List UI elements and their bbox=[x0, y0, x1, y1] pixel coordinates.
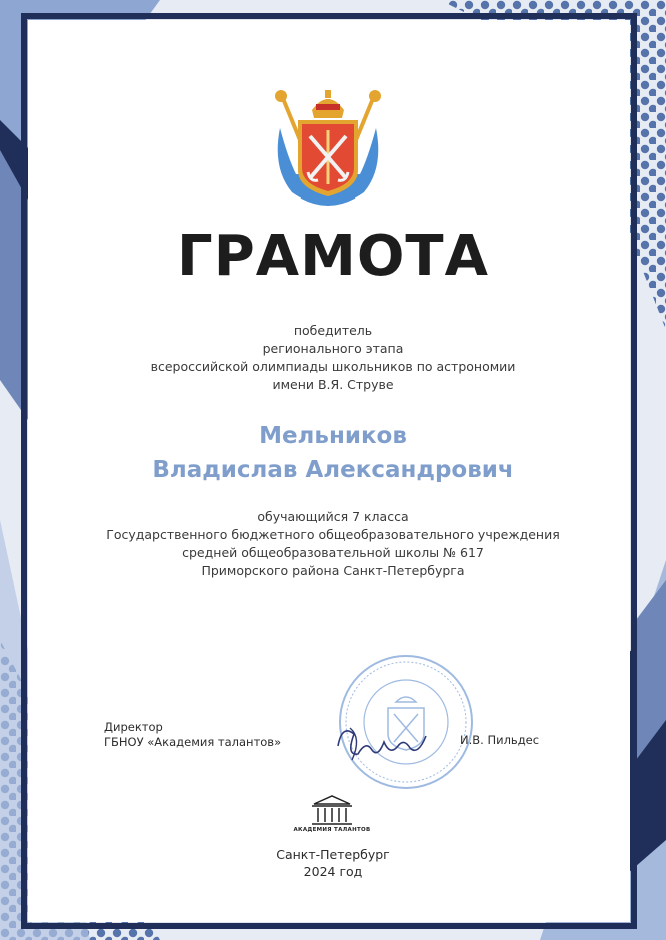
signatory-name: И.В. Пильдес bbox=[460, 733, 540, 747]
signatory-organization: ГБНОУ «Академия талантов» bbox=[104, 735, 282, 749]
recipient-surname: Мельников bbox=[259, 423, 407, 449]
handwritten-signature bbox=[332, 716, 432, 766]
issue-year: 2024 год bbox=[303, 864, 363, 879]
recipient-given-names: Владислав Александрович bbox=[152, 457, 514, 483]
issue-place: Санкт-Петербург bbox=[276, 847, 390, 862]
award-line-2: регионального этапа bbox=[262, 341, 404, 356]
award-line-4: имени В.Я. Струве bbox=[272, 377, 394, 392]
certificate-title: ГРАМОТА bbox=[177, 224, 489, 289]
academy-logo-caption: АКАДЕМИЯ ТАЛАНТОВ bbox=[293, 827, 371, 833]
details-line-1: обучающийся 7 класса bbox=[257, 509, 409, 524]
details-line-3: средней общеобразовательной школы № 617 bbox=[182, 545, 484, 560]
details-line-2: Государственного бюджетного общеобразовательного учреждения bbox=[106, 527, 560, 542]
signatory-position: Директор bbox=[104, 720, 163, 734]
st-petersburg-coat-of-arms bbox=[272, 88, 384, 210]
award-line-1: победитель bbox=[293, 323, 373, 338]
award-line-3: всероссийской олимпиады школьников по астрономии bbox=[150, 359, 516, 374]
details-line-4: Приморского района Санкт-Петербурга bbox=[201, 563, 465, 578]
